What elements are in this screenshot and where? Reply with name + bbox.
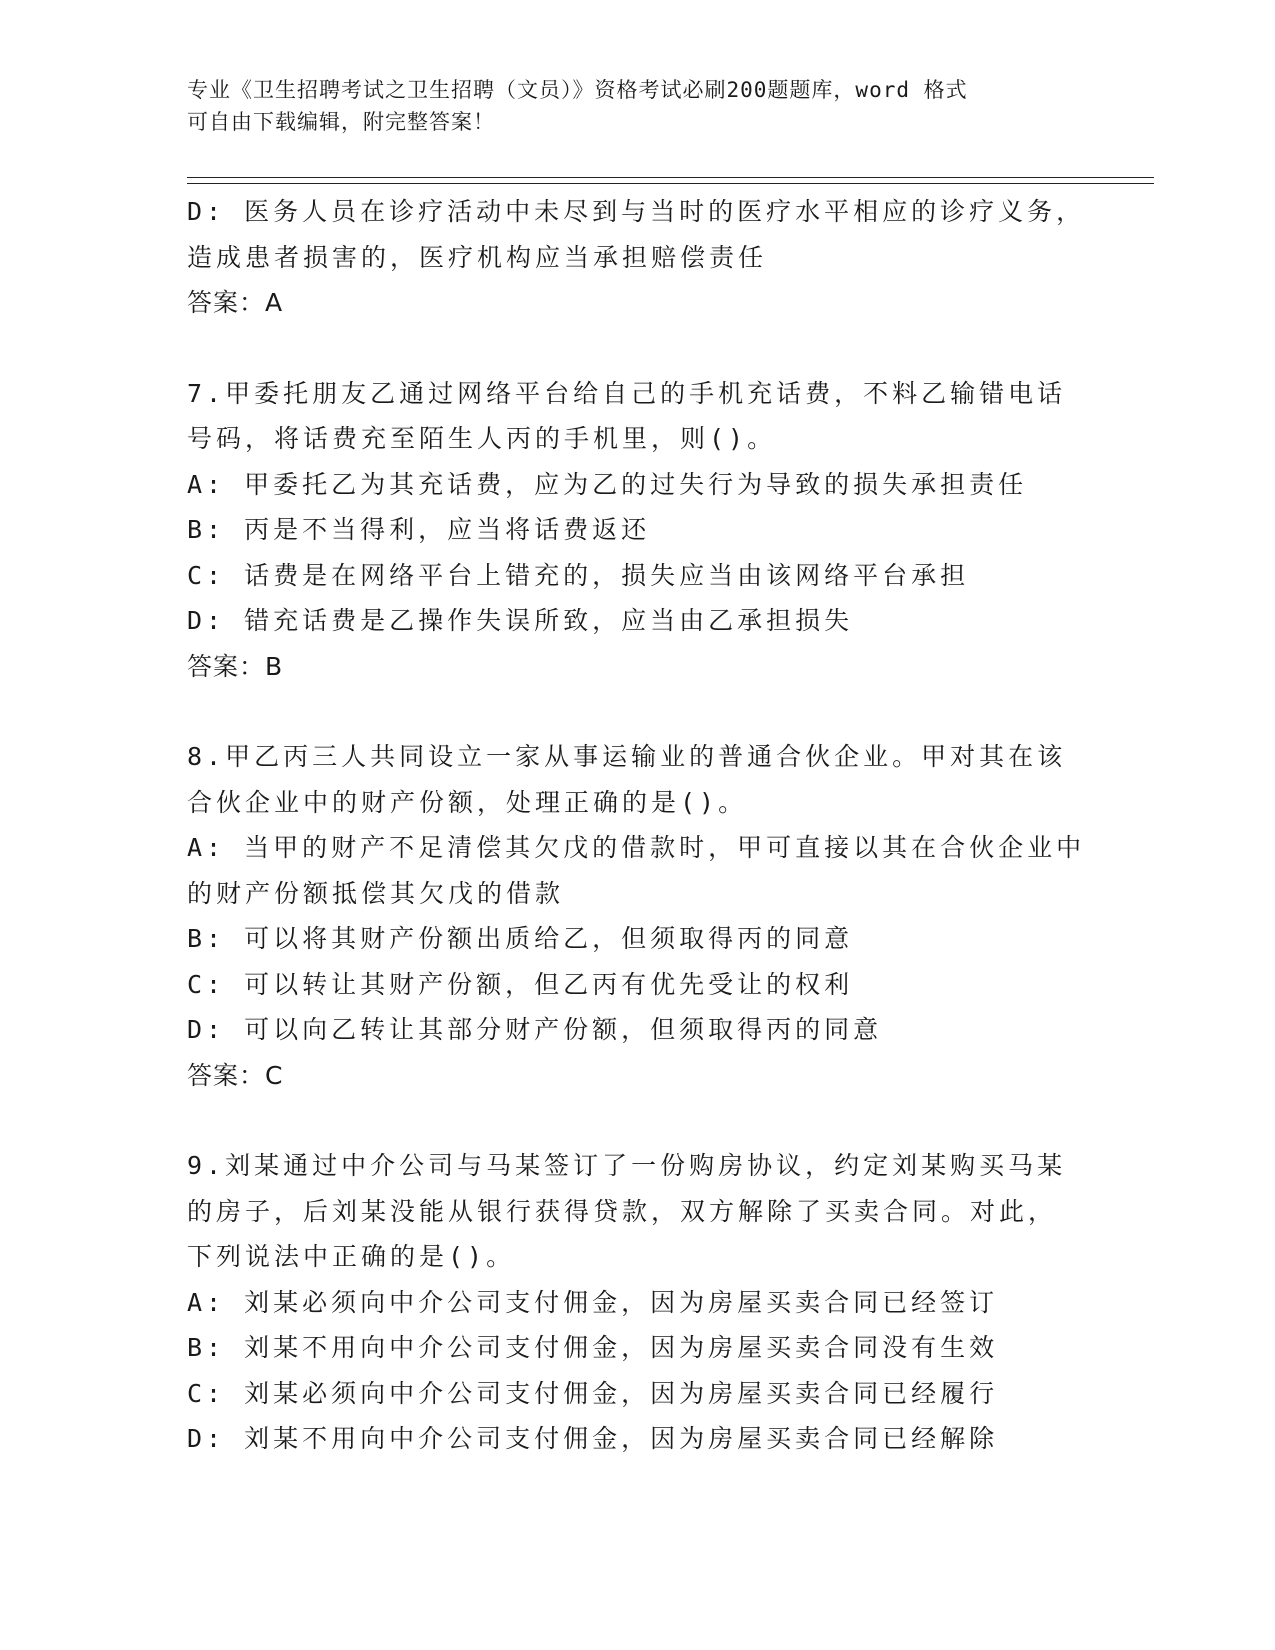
answer-label: 答案：B bbox=[187, 651, 284, 681]
option-d: D: 错充话费是乙操作失误所致，应当由乙承担损失 bbox=[187, 606, 854, 635]
document-header bbox=[187, 74, 1087, 138]
option-d-line-1: D: 医务人员在诊疗活动中未尽到与当时的医疗水平相应的诊疗义务， bbox=[187, 197, 1086, 226]
header-line-2: 可自由下载编辑，附完整答案！ bbox=[187, 110, 495, 134]
option-a: A: 刘某必须向中介公司支付佣金，因为房屋买卖合同已经签订 bbox=[187, 1287, 999, 1317]
question-stem-line-2: 的房子，后刘某没能从银行获得贷款，双方解除了买卖合同。对此， bbox=[187, 1196, 1058, 1226]
option-b: B: 丙是不当得利，应当将话费返还 bbox=[187, 515, 651, 544]
question-8 bbox=[187, 734, 1087, 1098]
option-b: B: 刘某不用向中介公司支付佣金，因为房屋买卖合同没有生效 bbox=[187, 1333, 999, 1362]
option-a-line-1: A: 当甲的财产不足清偿其欠戊的借款时，甲可直接以其在合伙企业中 bbox=[187, 833, 1086, 862]
spacer bbox=[187, 689, 1087, 734]
header-rule-top bbox=[187, 177, 1154, 178]
question-content bbox=[187, 189, 1087, 1462]
spacer bbox=[187, 326, 1087, 371]
option-d: D: 可以向乙转让其部分财产份额，但须取得丙的同意 bbox=[187, 1015, 883, 1044]
question-stem-line-2: 号码，将话费充至陌生人丙的手机里，则()。 bbox=[187, 424, 777, 453]
answer-label: 答案：A bbox=[187, 288, 284, 317]
option-b: B: 可以将其财产份额出质给乙，但须取得丙的同意 bbox=[187, 924, 854, 953]
header-rule-bottom bbox=[187, 183, 1154, 184]
question-stem-line-2: 合伙企业中的财产份额，处理正确的是()。 bbox=[187, 787, 748, 817]
answer-label: 答案：C bbox=[187, 1060, 284, 1090]
question-7 bbox=[187, 371, 1087, 690]
option-a: A: 甲委托乙为其充话费，应为乙的过失行为导致的损失承担责任 bbox=[187, 469, 1028, 499]
question-stem-line-3: 下列说法中正确的是()。 bbox=[187, 1242, 516, 1271]
option-d: D: 刘某不用向中介公司支付佣金，因为房屋买卖合同已经解除 bbox=[187, 1424, 999, 1453]
question-stem-line-1: 9.刘某通过中介公司与马某签订了一份购房协议，约定刘某购买马某 bbox=[187, 1151, 1067, 1180]
option-d-line-2: 造成患者损害的，医疗机构应当承担赔偿责任 bbox=[187, 242, 768, 272]
question-stem-line-1: 7.甲委托朋友乙通过网络平台给自己的手机充话费，不料乙输错电话 bbox=[187, 378, 1067, 408]
option-c: C: 话费是在网络平台上错充的，损失应当由该网络平台承担 bbox=[187, 560, 970, 590]
spacer bbox=[187, 1098, 1087, 1143]
option-a-line-2: 的财产份额抵偿其欠戊的借款 bbox=[187, 878, 565, 908]
prev-question bbox=[187, 189, 1087, 326]
option-c: C: 刘某必须向中介公司支付佣金，因为房屋买卖合同已经履行 bbox=[187, 1378, 999, 1408]
question-stem-line-1: 8.甲乙丙三人共同设立一家从事运输业的普通合伙企业。甲对其在该 bbox=[187, 742, 1067, 771]
option-c: C: 可以转让其财产份额，但乙丙有优先受让的权利 bbox=[187, 969, 854, 999]
header-line-1: 专业《卫生招聘考试之卫生招聘（文员）》资格考试必刷200题题库，word 格式 bbox=[187, 78, 968, 102]
question-9 bbox=[187, 1143, 1087, 1462]
